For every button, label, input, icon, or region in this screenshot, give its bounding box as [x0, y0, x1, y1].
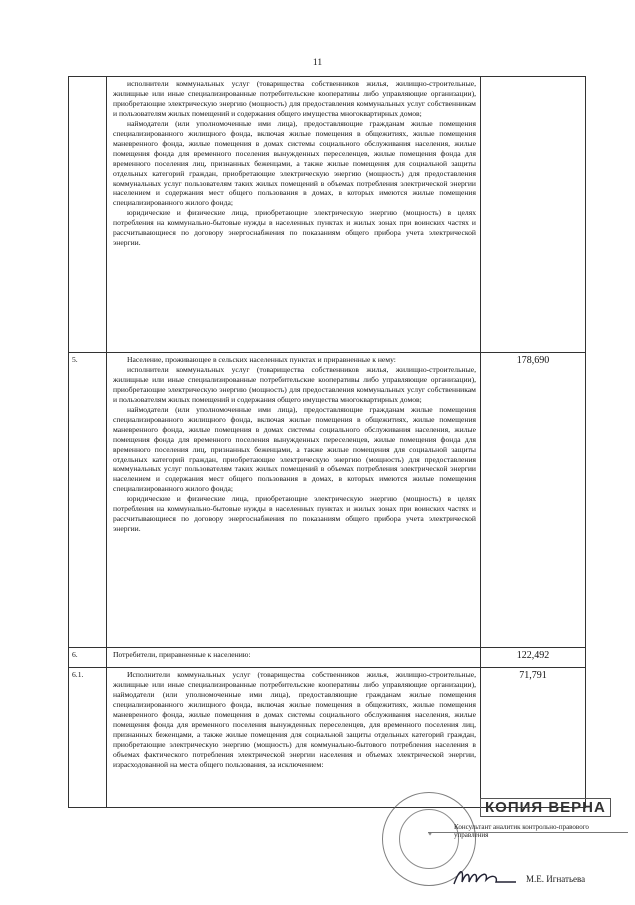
- certification-title: КОПИЯ ВЕРНА: [480, 798, 611, 817]
- paragraph: исполнители коммунальных услуг (товарищества собственников жилья, жилищно-строительные, жилищные или иные специализированные потребительские кооперативы либо управляющие организации), приобретающие электрическую энергию (мощность) для предоставления коммунальных услуг собственникам и пользователям жилых помещений и содержания общего имущества многоквартирных домов;: [113, 364, 476, 404]
- row-intro: Потребители, приравненные к населению:: [113, 650, 251, 659]
- table-row-continued: [69, 77, 586, 353]
- certification-block: [454, 798, 620, 839]
- paragraph: наймодатели (или уполномоченные ими лица), предоставляющие гражданам жилые помещения специализированного жилищного фонда, включая жилые помещения в общежитиях, жилые помещения маневренного фонда, жилые помещения в домах системы социального обслуживания населения, жилые помещения фонда для временного поселения вынужденных переселенцев, жилые помещения фонда для временного поселения лиц, признанных беженцами, а также жилые помещения для социальной защиты отдельных категорий граждан, приобретающие электрическую энергию (мощность) для предоставления коммунальных услуг пользователям таких жилых помещений в объемах потребления электрической энергии населением и содержания мест общего пользования в домах, в которых имеются жилые помещения специализированного жилого фонда;: [113, 404, 476, 494]
- handwritten-signature: [452, 864, 518, 890]
- paragraph: юридические и физические лица, приобретающие электрическую энергию (мощность) в целях потребления на коммунально-бытовые нужды в населенных пунктах и жилых зонах при воинских частях и рассчитывающиеся по договору энергоснабжения по показаниям общего прибора учета электрической энергии.: [113, 494, 476, 534]
- table-row-6-1: [69, 668, 586, 808]
- tariff-table: [68, 76, 586, 808]
- row-value: 71,791: [481, 668, 586, 808]
- row-number: 5.: [69, 353, 107, 648]
- seal-emblem-icon: ✦: [427, 832, 433, 838]
- row-description-cell: [107, 77, 481, 353]
- signer-name: М.Е. Игнатьева: [526, 874, 586, 884]
- row-value-cell: [481, 77, 586, 353]
- row-intro: Исполнители коммунальных услуг (товарищества собственников жилья, жилищно-строительные, жилищные или иные специализированные потребительские кооперативы либо управляющие организации), наймодатели (или уполномоченные ими лица), предоставляющие гражданам жилые помещения специализированного жилищного фонда, включая жилые помещения в общежитиях, жилые помещения маневренного фонда, жилые помещения в домах системы социального обслуживания населения, жилые помещения фонда для временного поселения вынужденных переселенцев, для временного поселения лиц, признанных беженцами, а также жилые помещения для социальной защиты отдельных категорий граждан, приобретающие электрическую энергию (мощность) для коммунально-бытового потребления населения в объемах фактического потребления электрической энергии населения и объемах электрической энергии, израсходованной на места общего пользования, за исключением:: [113, 670, 476, 769]
- row-value: 122,492: [481, 648, 586, 668]
- row-description-cell: [107, 353, 481, 648]
- row-description-cell: [107, 668, 481, 808]
- paragraph: юридические и физические лица, приобретающие электрическую энергию (мощность) в целях потребления на коммунально-бытовые нужды в населенных пунктах и жилых зонах при воинских частях и рассчитывающиеся по договору энергоснабжения по показаниям общего прибора учета электрической энергии.: [113, 208, 476, 248]
- row-intro: Население, проживающее в сельских населенных пунктах и приравненные к нему:: [127, 355, 396, 364]
- row-value: 178,690: [481, 353, 586, 648]
- row-number-cell: [69, 77, 107, 353]
- row-description-cell: [107, 648, 481, 668]
- paragraph: наймодатели (или уполномоченные ими лица), предоставляющие гражданам жилые помещения специализированного жилищного фонда, включая жилые помещения в общежитиях, жилые помещения маневренного фонда, жилые помещения в домах системы социального обслуживания населения, жилые помещения фонда для временного поселения вынужденных переселенцев, жилые помещения фонда для временного поселения лиц, признанных беженцами, а также жилые помещения для социальной защиты отдельных категорий граждан, приобретающие электрическую энергию (мощность) для предоставления коммунальных услуг пользователям таких жилых помещений в объемах потребления электрической энергии населением и содержания мест общего пользования в домах, в которых имеются жилые помещения специализированного жилого фонда;: [113, 118, 476, 208]
- page-number: 11: [312, 58, 323, 68]
- table-row-6: [69, 648, 586, 668]
- row-number: 6.: [69, 648, 107, 668]
- table-row-5: [69, 353, 586, 648]
- paragraph: исполнители коммунальных услуг (товарищества собственников жилья, жилищно-строительные, жилищные или иные специализированные потребительские кооперативы либо управляющие организации), приобретающие электрическую энергию (мощность) для предоставления коммунальных услуг собственникам и пользователям жилых помещений и содержания общего имущества многоквартирных домов;: [113, 79, 476, 118]
- row-number: 6.1.: [69, 668, 107, 808]
- certification-department: Консультант аналитик контрольно-правового управления: [454, 823, 589, 839]
